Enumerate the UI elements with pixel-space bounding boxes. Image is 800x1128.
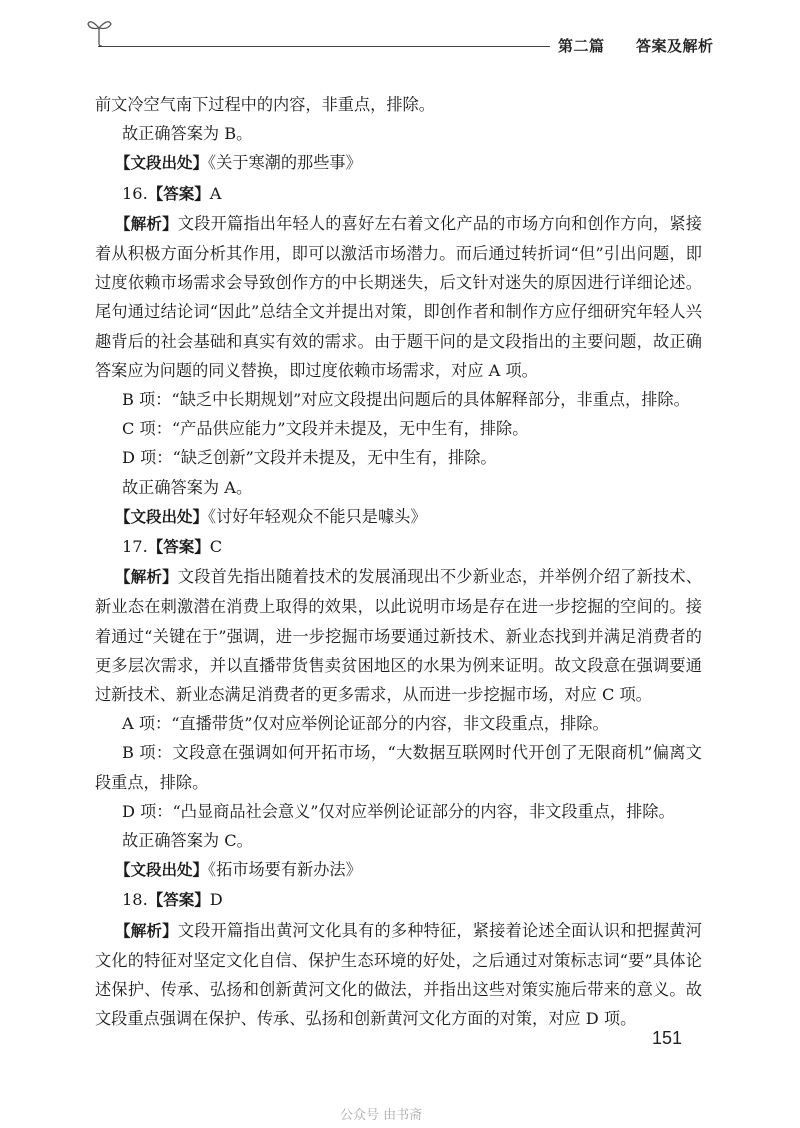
paragraph-text: B 项：文段意在强调如何开拓市场，“大数据互联网时代开创了无限商机”偏离文段重点，排除。	[95, 743, 702, 792]
section-label: 【解析】	[115, 568, 178, 587]
paragraph-text: D	[209, 890, 223, 910]
paragraph-text: 《拓市场要有新办法》	[208, 860, 362, 880]
paragraph	[95, 502, 702, 532]
paragraph-text: C 项：“产品供应能力”文段并未提及，无中生有，排除。	[122, 419, 529, 439]
paragraph	[95, 148, 702, 178]
paragraph-text: D 项：“缺乏创新”文段并未提及，无中生有，排除。	[122, 448, 497, 468]
section-label: 【文段出处】	[115, 861, 209, 880]
paragraph	[95, 179, 702, 209]
paragraph-text: C	[209, 537, 223, 557]
section-label: 【文段出处】	[115, 507, 209, 526]
paragraph-text: 前文冷空气南下过程中的内容，非重点，排除。	[95, 95, 435, 114]
paragraph-text: 故正确答案为 B。	[122, 124, 253, 144]
paragraph	[95, 826, 702, 855]
paragraph-text: A 项：“直播带货”仅对应举例论证部分的内容，非文段重点，排除。	[122, 714, 609, 734]
question-number: 16.	[122, 183, 148, 203]
paragraph	[95, 90, 702, 119]
section-label: 【文段出处】	[115, 154, 209, 173]
sprout-icon	[86, 14, 116, 50]
paragraph	[95, 709, 702, 738]
header-rule	[98, 46, 550, 47]
paragraph	[95, 385, 702, 414]
question-number: 17.	[122, 537, 148, 557]
paragraph-text: 文段首先指出随着技术的发展涌现出不少新业态，并举例介绍了新技术、新业态在刺激潜在消费上取得的效果，以此说明市场是存在进一步挖掘的空间的。接着通过“关键在于”强调，进一步挖掘市场要通过新技术、新业态找到并满足消费者的更多层次需求，并以直播带货售卖贫困地区的水果为例来证明。故文段意在强调要通过新技术、新业态满足消费者的更多需求，从而进一步挖掘市场，对应 C 项。	[95, 567, 702, 705]
paragraph	[95, 916, 702, 1034]
paragraph	[95, 209, 702, 385]
document-body	[95, 90, 702, 1034]
section-label: 【答案】	[147, 538, 210, 557]
paragraph	[95, 797, 702, 826]
paragraph-text: 文段开篇指出黄河文化具有的多种特征，紧接着论述全面认识和把握黄河文化的特征对坚定文化自信、保护生态环境的好处，之后通过对策标志词“要”具体论述保护、传承、弘扬和创新黄河文化的做法，并指出这些对策实施后带来的意义。故文段重点强调在保护、传承、弘扬和创新黄河文化方面的对策，对应 D 项。	[95, 920, 702, 1029]
section-label: 【解析】	[115, 921, 178, 940]
header-title: 第二篇 答案及解析	[558, 37, 714, 55]
paragraph-text: B 项：“缺乏中长期规划”对应文段提出问题后的具体解释部分，非重点，排除。	[122, 390, 690, 410]
paragraph	[95, 562, 702, 709]
paragraph-text: 文段开篇指出年轻人的喜好左右着文化产品的市场方向和创作方向，紧接着从积极方面分析其作用，即可以激活市场潜力。而后通过转折词“但”引出问题，即过度依赖市场需求会导致创作方的中长期迷失，后文针对迷失的原因进行详细论述。尾句通过结论词“因此”总结全文并提出对策，即创作者和制作方应仔细研究年轻人兴趣背后的社会基础和真实有效的需求。由于题干问的是文段指出的主要问题，故正确答案应为问题的同义替换，即过度依赖市场需求，对应 A 项。	[95, 213, 702, 380]
paragraph-text: 《讨好年轻观众不能只是噱头》	[208, 506, 427, 526]
paragraph	[95, 532, 702, 562]
paragraph	[95, 119, 702, 148]
question-number: 18.	[122, 890, 148, 910]
paragraph-text: 故正确答案为 A。	[122, 477, 253, 497]
section-label: 【答案】	[147, 891, 210, 910]
watermark: 公众号 由书斋	[340, 1108, 423, 1123]
paragraph-text: 《关于寒潮的那些事》	[208, 153, 362, 173]
section-label: 【答案】	[147, 184, 210, 203]
page-number: 151	[652, 1028, 683, 1048]
paragraph	[95, 855, 702, 885]
paragraph-text: D 项：“凸显商品社会意义”仅对应举例论证部分的内容，非文段重点，排除。	[122, 801, 675, 821]
section-label: 【解析】	[115, 214, 178, 233]
paragraph	[95, 443, 702, 472]
paragraph	[95, 414, 702, 443]
paragraph	[95, 885, 702, 915]
paragraph-text: A	[209, 183, 222, 203]
paragraph	[95, 738, 702, 796]
paragraph	[95, 473, 702, 502]
paragraph-text: 故正确答案为 C。	[122, 831, 253, 851]
